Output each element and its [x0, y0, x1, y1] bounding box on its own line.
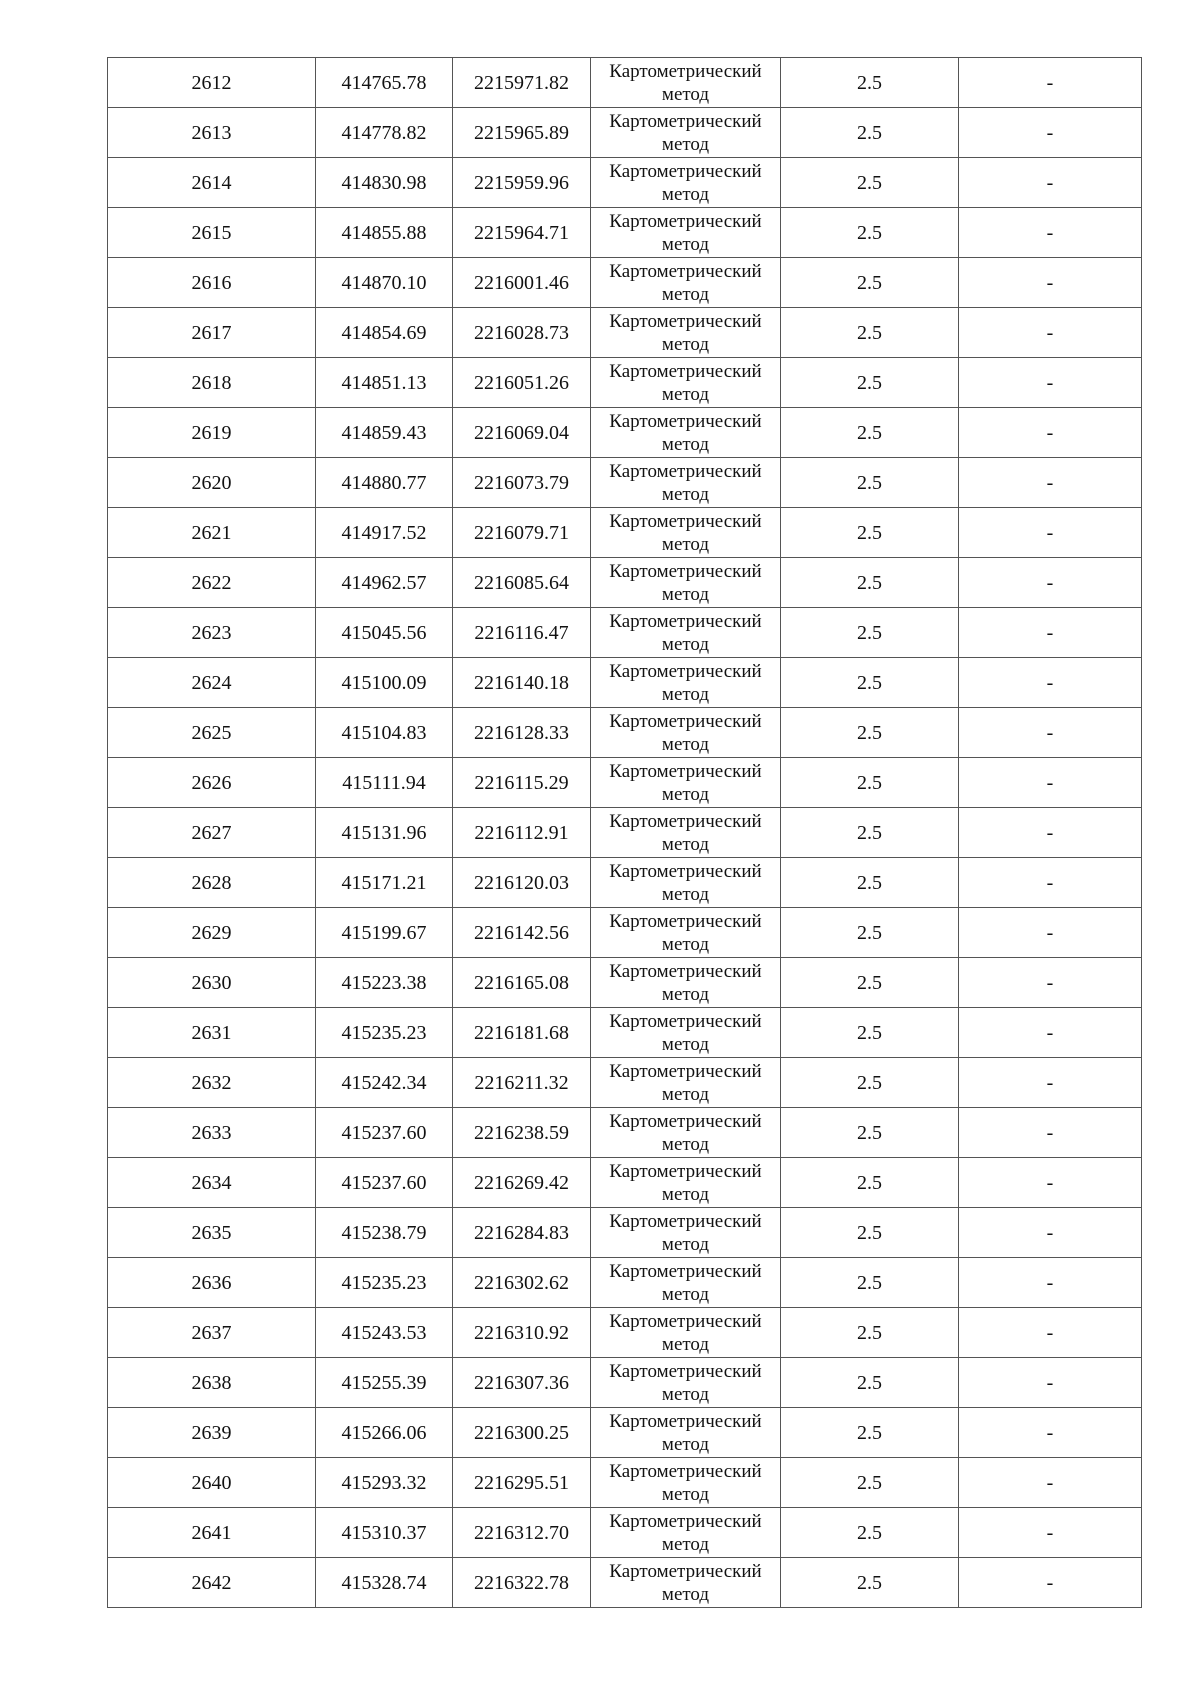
table-row: [108, 1358, 1142, 1408]
method-cell: [591, 1558, 781, 1608]
method-line-1: Картометрический: [609, 1210, 762, 1232]
method-line-1: Картометрический: [609, 1010, 762, 1032]
method-cell: [591, 1208, 781, 1258]
precision-cell: 2.5: [781, 1158, 959, 1208]
x-coordinate-cell: 415235.23: [316, 1008, 453, 1058]
method-cell: [591, 1258, 781, 1308]
table-row: [108, 1508, 1142, 1558]
x-coordinate-cell: 415199.67: [316, 908, 453, 958]
method-line-1: Картометрический: [609, 710, 762, 732]
method-line-1: Картометрический: [609, 1560, 762, 1582]
precision-cell: 2.5: [781, 1408, 959, 1458]
method-line-1: Картометрический: [609, 810, 762, 832]
y-coordinate-cell: 2216322.78: [453, 1558, 591, 1608]
x-coordinate-cell: 415242.34: [316, 1058, 453, 1108]
method-line-2: метод: [661, 683, 710, 705]
method-cell: [591, 558, 781, 608]
x-coordinate-cell: 415131.96: [316, 808, 453, 858]
method-line-2: метод: [661, 1533, 710, 1555]
precision-cell: 2.5: [781, 658, 959, 708]
x-coordinate-cell: 414962.57: [316, 558, 453, 608]
note-cell: -: [959, 108, 1142, 158]
method-line-1: Картометрический: [609, 660, 762, 682]
table-row: [108, 508, 1142, 558]
x-coordinate-cell: 415235.23: [316, 1258, 453, 1308]
note-cell: -: [959, 1508, 1142, 1558]
table-row: [108, 258, 1142, 308]
y-coordinate-cell: 2216211.32: [453, 1058, 591, 1108]
point-number-cell: 2620: [108, 458, 316, 508]
method-cell: [591, 1008, 781, 1058]
precision-cell: 2.5: [781, 458, 959, 508]
coordinates-table-body: [108, 58, 1142, 1608]
point-number-cell: 2635: [108, 1208, 316, 1258]
method-line-2: метод: [661, 1383, 710, 1405]
method-line-2: метод: [661, 133, 710, 155]
method-line-1: Картометрический: [609, 1110, 762, 1132]
method-line-1: Картометрический: [609, 460, 762, 482]
y-coordinate-cell: 2216128.33: [453, 708, 591, 758]
y-coordinate-cell: 2216073.79: [453, 458, 591, 508]
table-row: [108, 1458, 1142, 1508]
precision-cell: 2.5: [781, 158, 959, 208]
point-number-cell: 2641: [108, 1508, 316, 1558]
table-row: [108, 608, 1142, 658]
note-cell: -: [959, 858, 1142, 908]
method-line-1: Картометрический: [609, 610, 762, 632]
method-line-1: Картометрический: [609, 1510, 762, 1532]
note-cell: -: [959, 508, 1142, 558]
method-line-1: Картометрический: [609, 1160, 762, 1182]
table-row: [108, 708, 1142, 758]
note-cell: -: [959, 1108, 1142, 1158]
precision-cell: 2.5: [781, 608, 959, 658]
precision-cell: 2.5: [781, 858, 959, 908]
method-line-1: Картометрический: [609, 110, 762, 132]
point-number-cell: 2615: [108, 208, 316, 258]
point-number-cell: 2633: [108, 1108, 316, 1158]
y-coordinate-cell: 2216140.18: [453, 658, 591, 708]
y-coordinate-cell: 2216079.71: [453, 508, 591, 558]
method-cell: [591, 208, 781, 258]
y-coordinate-cell: 2216165.08: [453, 958, 591, 1008]
table-row: [108, 458, 1142, 508]
method-line-1: Картометрический: [609, 560, 762, 582]
method-line-2: метод: [661, 233, 710, 255]
table-row: [108, 1008, 1142, 1058]
method-line-2: метод: [661, 433, 710, 455]
y-coordinate-cell: 2216238.59: [453, 1108, 591, 1158]
point-number-cell: 2616: [108, 258, 316, 308]
y-coordinate-cell: 2216142.56: [453, 908, 591, 958]
precision-cell: 2.5: [781, 1308, 959, 1358]
table-row: [108, 1308, 1142, 1358]
x-coordinate-cell: 415328.74: [316, 1558, 453, 1608]
method-line-2: метод: [661, 483, 710, 505]
method-line-1: Картометрический: [609, 960, 762, 982]
method-line-2: метод: [661, 1433, 710, 1455]
x-coordinate-cell: 415238.79: [316, 1208, 453, 1258]
note-cell: -: [959, 1258, 1142, 1308]
method-line-1: Картометрический: [609, 510, 762, 532]
y-coordinate-cell: 2216295.51: [453, 1458, 591, 1508]
method-line-1: Картометрический: [609, 310, 762, 332]
method-cell: [591, 508, 781, 558]
method-cell: [591, 858, 781, 908]
method-line-1: Картометрический: [609, 860, 762, 882]
note-cell: -: [959, 1408, 1142, 1458]
x-coordinate-cell: 415171.21: [316, 858, 453, 908]
table-row: [108, 1158, 1142, 1208]
method-cell: [591, 108, 781, 158]
method-cell: [591, 1358, 781, 1408]
table-row: [108, 408, 1142, 458]
point-number-cell: 2617: [108, 308, 316, 358]
table-row: [108, 158, 1142, 208]
table-row: [108, 558, 1142, 608]
point-number-cell: 2625: [108, 708, 316, 758]
note-cell: -: [959, 208, 1142, 258]
note-cell: -: [959, 808, 1142, 858]
y-coordinate-cell: 2216302.62: [453, 1258, 591, 1308]
method-cell: [591, 1408, 781, 1458]
method-cell: [591, 808, 781, 858]
y-coordinate-cell: 2216001.46: [453, 258, 591, 308]
method-cell: [591, 958, 781, 1008]
point-number-cell: 2626: [108, 758, 316, 808]
precision-cell: 2.5: [781, 508, 959, 558]
y-coordinate-cell: 2216310.92: [453, 1308, 591, 1358]
note-cell: -: [959, 908, 1142, 958]
precision-cell: 2.5: [781, 1208, 959, 1258]
note-cell: -: [959, 1358, 1142, 1408]
note-cell: -: [959, 408, 1142, 458]
x-coordinate-cell: 414765.78: [316, 58, 453, 108]
x-coordinate-cell: 414854.69: [316, 308, 453, 358]
x-coordinate-cell: 415237.60: [316, 1158, 453, 1208]
y-coordinate-cell: 2216120.03: [453, 858, 591, 908]
point-number-cell: 2631: [108, 1008, 316, 1058]
method-line-2: метод: [661, 1183, 710, 1205]
note-cell: -: [959, 458, 1142, 508]
note-cell: -: [959, 608, 1142, 658]
point-number-cell: 2618: [108, 358, 316, 408]
method-line-2: метод: [661, 883, 710, 905]
method-cell: [591, 258, 781, 308]
point-number-cell: 2632: [108, 1058, 316, 1108]
point-number-cell: 2640: [108, 1458, 316, 1508]
precision-cell: 2.5: [781, 558, 959, 608]
x-coordinate-cell: 415100.09: [316, 658, 453, 708]
point-number-cell: 2621: [108, 508, 316, 558]
method-cell: [591, 908, 781, 958]
note-cell: -: [959, 1208, 1142, 1258]
table-row: [108, 58, 1142, 108]
y-coordinate-cell: 2215971.82: [453, 58, 591, 108]
y-coordinate-cell: 2216116.47: [453, 608, 591, 658]
note-cell: -: [959, 958, 1142, 1008]
note-cell: -: [959, 58, 1142, 108]
coordinates-table: [107, 57, 1142, 1608]
x-coordinate-cell: 414778.82: [316, 108, 453, 158]
y-coordinate-cell: 2216069.04: [453, 408, 591, 458]
x-coordinate-cell: 414855.88: [316, 208, 453, 258]
method-line-2: метод: [661, 1283, 710, 1305]
method-line-1: Картометрический: [609, 210, 762, 232]
x-coordinate-cell: 415045.56: [316, 608, 453, 658]
precision-cell: 2.5: [781, 758, 959, 808]
method-line-2: метод: [661, 933, 710, 955]
method-line-2: метод: [661, 1333, 710, 1355]
point-number-cell: 2629: [108, 908, 316, 958]
method-line-2: метод: [661, 633, 710, 655]
point-number-cell: 2614: [108, 158, 316, 208]
x-coordinate-cell: 414859.43: [316, 408, 453, 458]
precision-cell: 2.5: [781, 708, 959, 758]
note-cell: -: [959, 658, 1142, 708]
table-row: [108, 808, 1142, 858]
point-number-cell: 2642: [108, 1558, 316, 1608]
method-line-2: метод: [661, 383, 710, 405]
method-line-2: метод: [661, 983, 710, 1005]
table-row: [108, 758, 1142, 808]
method-line-1: Картометрический: [609, 1310, 762, 1332]
note-cell: -: [959, 258, 1142, 308]
point-number-cell: 2613: [108, 108, 316, 158]
precision-cell: 2.5: [781, 908, 959, 958]
point-number-cell: 2628: [108, 858, 316, 908]
table-row: [108, 1258, 1142, 1308]
method-cell: [591, 1458, 781, 1508]
y-coordinate-cell: 2215959.96: [453, 158, 591, 208]
method-line-1: Картометрический: [609, 160, 762, 182]
x-coordinate-cell: 415266.06: [316, 1408, 453, 1458]
point-number-cell: 2634: [108, 1158, 316, 1208]
table-row: [108, 1108, 1142, 1158]
point-number-cell: 2624: [108, 658, 316, 708]
y-coordinate-cell: 2216269.42: [453, 1158, 591, 1208]
table-row: [108, 108, 1142, 158]
note-cell: -: [959, 358, 1142, 408]
method-cell: [591, 758, 781, 808]
y-coordinate-cell: 2216112.91: [453, 808, 591, 858]
precision-cell: 2.5: [781, 208, 959, 258]
point-number-cell: 2636: [108, 1258, 316, 1308]
y-coordinate-cell: 2215965.89: [453, 108, 591, 158]
method-line-2: метод: [661, 1033, 710, 1055]
method-cell: [591, 58, 781, 108]
point-number-cell: 2639: [108, 1408, 316, 1458]
precision-cell: 2.5: [781, 1558, 959, 1608]
point-number-cell: 2612: [108, 58, 316, 108]
method-line-2: метод: [661, 1483, 710, 1505]
note-cell: -: [959, 1308, 1142, 1358]
x-coordinate-cell: 415255.39: [316, 1358, 453, 1408]
precision-cell: 2.5: [781, 108, 959, 158]
method-line-2: метод: [661, 733, 710, 755]
method-line-1: Картометрический: [609, 1060, 762, 1082]
table-row: [108, 858, 1142, 908]
method-cell: [591, 358, 781, 408]
precision-cell: 2.5: [781, 1258, 959, 1308]
x-coordinate-cell: 414880.77: [316, 458, 453, 508]
note-cell: -: [959, 158, 1142, 208]
method-line-1: Картометрический: [609, 1360, 762, 1382]
table-row: [108, 1558, 1142, 1608]
method-line-1: Картометрический: [609, 1410, 762, 1432]
point-number-cell: 2627: [108, 808, 316, 858]
precision-cell: 2.5: [781, 58, 959, 108]
method-line-1: Картометрический: [609, 760, 762, 782]
note-cell: -: [959, 1058, 1142, 1108]
method-line-2: метод: [661, 533, 710, 555]
x-coordinate-cell: 415293.32: [316, 1458, 453, 1508]
table-row: [108, 308, 1142, 358]
precision-cell: 2.5: [781, 308, 959, 358]
note-cell: -: [959, 758, 1142, 808]
note-cell: -: [959, 1558, 1142, 1608]
point-number-cell: 2619: [108, 408, 316, 458]
method-cell: [591, 408, 781, 458]
method-cell: [591, 1158, 781, 1208]
method-line-2: метод: [661, 833, 710, 855]
x-coordinate-cell: 415243.53: [316, 1308, 453, 1358]
x-coordinate-cell: 415310.37: [316, 1508, 453, 1558]
table-row: [108, 1408, 1142, 1458]
method-line-2: метод: [661, 1233, 710, 1255]
y-coordinate-cell: 2216307.36: [453, 1358, 591, 1408]
method-line-1: Картометрический: [609, 910, 762, 932]
method-line-2: метод: [661, 333, 710, 355]
method-cell: [591, 658, 781, 708]
precision-cell: 2.5: [781, 258, 959, 308]
precision-cell: 2.5: [781, 408, 959, 458]
y-coordinate-cell: 2216181.68: [453, 1008, 591, 1058]
method-cell: [591, 1108, 781, 1158]
method-line-2: метод: [661, 83, 710, 105]
y-coordinate-cell: 2216115.29: [453, 758, 591, 808]
precision-cell: 2.5: [781, 1508, 959, 1558]
point-number-cell: 2630: [108, 958, 316, 1008]
method-cell: [591, 708, 781, 758]
method-line-2: метод: [661, 1133, 710, 1155]
note-cell: -: [959, 1458, 1142, 1508]
method-line-2: метод: [661, 1583, 710, 1605]
table-row: [108, 958, 1142, 1008]
point-number-cell: 2637: [108, 1308, 316, 1358]
precision-cell: 2.5: [781, 1008, 959, 1058]
x-coordinate-cell: 414830.98: [316, 158, 453, 208]
method-line-2: метод: [661, 183, 710, 205]
x-coordinate-cell: 415223.38: [316, 958, 453, 1008]
y-coordinate-cell: 2216312.70: [453, 1508, 591, 1558]
y-coordinate-cell: 2216300.25: [453, 1408, 591, 1458]
precision-cell: 2.5: [781, 958, 959, 1008]
table-row: [108, 1058, 1142, 1108]
table-row: [108, 658, 1142, 708]
x-coordinate-cell: 414917.52: [316, 508, 453, 558]
precision-cell: 2.5: [781, 1458, 959, 1508]
method-cell: [591, 1508, 781, 1558]
precision-cell: 2.5: [781, 1058, 959, 1108]
method-cell: [591, 308, 781, 358]
method-cell: [591, 158, 781, 208]
note-cell: -: [959, 1008, 1142, 1058]
method-line-1: Картометрический: [609, 1460, 762, 1482]
y-coordinate-cell: 2215964.71: [453, 208, 591, 258]
method-cell: [591, 608, 781, 658]
table-row: [108, 1208, 1142, 1258]
method-line-1: Картометрический: [609, 1260, 762, 1282]
method-cell: [591, 1308, 781, 1358]
method-line-1: Картометрический: [609, 410, 762, 432]
precision-cell: 2.5: [781, 808, 959, 858]
note-cell: -: [959, 708, 1142, 758]
y-coordinate-cell: 2216028.73: [453, 308, 591, 358]
x-coordinate-cell: 415111.94: [316, 758, 453, 808]
method-cell: [591, 458, 781, 508]
point-number-cell: 2622: [108, 558, 316, 608]
note-cell: -: [959, 308, 1142, 358]
method-line-1: Картометрический: [609, 60, 762, 82]
precision-cell: 2.5: [781, 1108, 959, 1158]
method-cell: [591, 1058, 781, 1108]
x-coordinate-cell: 415104.83: [316, 708, 453, 758]
point-number-cell: 2638: [108, 1358, 316, 1408]
point-number-cell: 2623: [108, 608, 316, 658]
method-line-2: метод: [661, 283, 710, 305]
y-coordinate-cell: 2216284.83: [453, 1208, 591, 1258]
method-line-1: Картометрический: [609, 360, 762, 382]
table-row: [108, 208, 1142, 258]
method-line-2: метод: [661, 783, 710, 805]
note-cell: -: [959, 1158, 1142, 1208]
y-coordinate-cell: 2216051.26: [453, 358, 591, 408]
method-line-2: метод: [661, 1083, 710, 1105]
x-coordinate-cell: 415237.60: [316, 1108, 453, 1158]
x-coordinate-cell: 414851.13: [316, 358, 453, 408]
table-row: [108, 908, 1142, 958]
method-line-2: метод: [661, 583, 710, 605]
method-line-1: Картометрический: [609, 260, 762, 282]
precision-cell: 2.5: [781, 1358, 959, 1408]
note-cell: -: [959, 558, 1142, 608]
table-row: [108, 358, 1142, 408]
precision-cell: 2.5: [781, 358, 959, 408]
y-coordinate-cell: 2216085.64: [453, 558, 591, 608]
x-coordinate-cell: 414870.10: [316, 258, 453, 308]
